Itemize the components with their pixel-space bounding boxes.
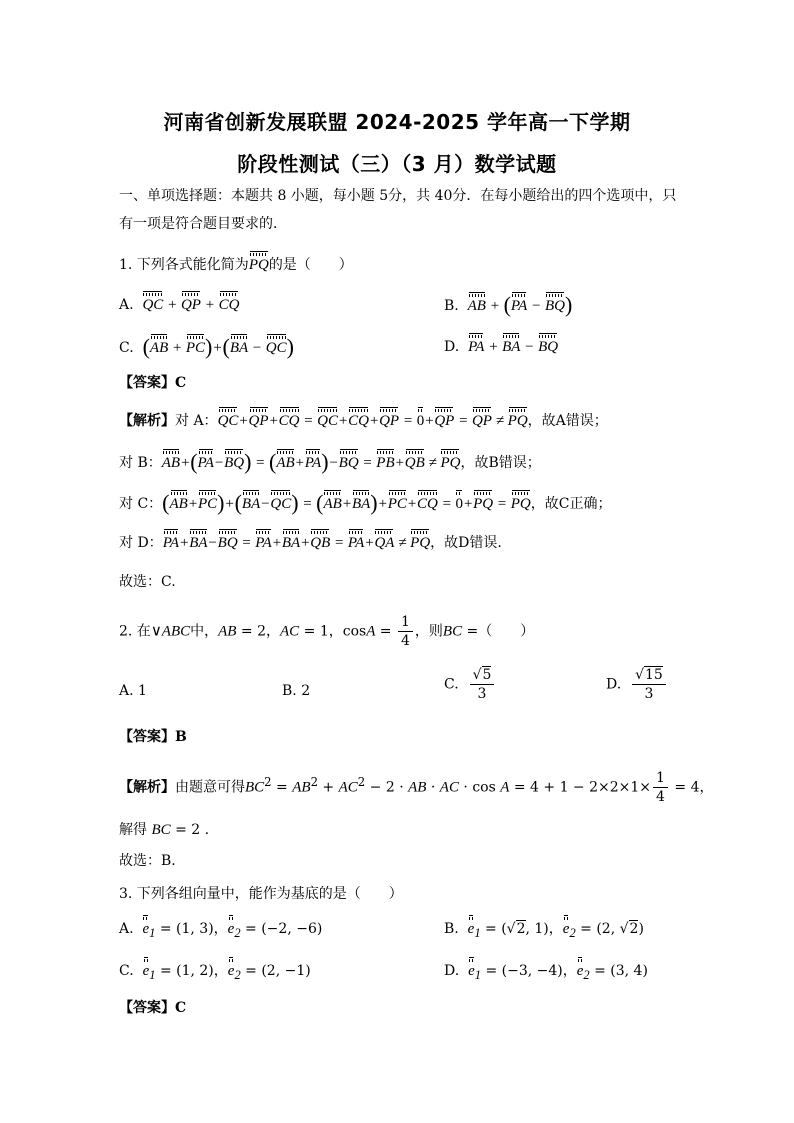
q1-analysis-b: 对 B：AB+(PA−BQ) = (AB+PA)−BQ = PB+QB ≠ PQ，故B错误； bbox=[119, 449, 541, 474]
q1-analysis-a: 【解析】对 A：QC+QP+CQ = QC+CQ+QP = 0+QP = QP ≠ PQ，故A错误； bbox=[119, 410, 608, 432]
q1-option-c: C. (AB + PC)+(BA − QC) bbox=[119, 334, 294, 359]
q2-choose: 故选：B. bbox=[119, 853, 176, 869]
q3-option-d: D. $e_1 = (-3$, −4)，$e_2 = (3$, 4) bbox=[444, 960, 648, 986]
q2-option-a: A. 1 bbox=[119, 683, 147, 699]
q3-option-a: A. $e_1 = (1$, 3)，$e_2 = (-2$, −6) bbox=[119, 918, 322, 944]
q3-option-b: B. $e_1 = (√2$, 1)，$e_2 = (2$, √2) bbox=[444, 918, 644, 944]
q1-stem: 1. 下列各式能化简为PQ的是（ ） bbox=[119, 254, 353, 276]
q2-stem: 2. 在∨ABC中，AB = 2，AC = 1，cosA = $\frac{1}{4}$ ，则BC =（ ） bbox=[119, 614, 535, 649]
q2-answer: 【答案】B bbox=[119, 729, 187, 745]
q2-option-c: C. $\frac{√5}{3}$ bbox=[444, 666, 496, 703]
q1-answer: 【答案】C bbox=[119, 375, 187, 391]
q1-analysis-c: 对 C：(AB+PC)+(BA−QC) = (AB+BA)+PC+CQ = 0+PQ = PQ，故C正确； bbox=[119, 490, 612, 515]
q1-option-d: D. PA + BA − BQ bbox=[444, 336, 558, 358]
q1-option-b: B. AB + (PA − BQ) bbox=[444, 292, 573, 317]
section-header-cont: 有一项是符合题目要求的． bbox=[119, 216, 287, 232]
doc-title-line1: 河南省创新发展联盟 2024-2025 学年高一下学期 bbox=[163, 110, 631, 134]
q2-solve: 解得 BC = 2 . bbox=[119, 822, 210, 838]
doc-title-line2: 阶段性测试（三）（3 月）数学试题 bbox=[237, 152, 557, 176]
q1-analysis-d: 对 D：PA+BA−BQ = PA+BA+QB = PA+QA ≠ PQ，故D错误. bbox=[119, 532, 502, 554]
q3-stem: 3. 下列各组向量中，能作为基底的是（ ） bbox=[119, 886, 403, 902]
q2-analysis: 【解析】由题意可得$BC^2 = AB^2 + AC^2 - 2$ · AB · AC · cos A = 4 + 1 − 2×2×1× $\frac{1}{4}$ = 4， bbox=[119, 770, 714, 805]
q1-choose: 故选：C. bbox=[119, 574, 176, 590]
q3-option-c: C. $e_1 = (1$, 2)，$e_2 = (2$, −1) bbox=[119, 960, 311, 986]
q1-option-a: A. QC + QP + CQ bbox=[119, 294, 239, 316]
q2-option-b: B. 2 bbox=[282, 683, 311, 699]
q3-answer: 【答案】C bbox=[119, 1000, 187, 1016]
q2-option-d: D. $\frac{√15}{3}$ bbox=[606, 666, 668, 703]
section-header: 一、单项选择题：本题共 8 小题，每小题 5分，共 40分．在每小题给出的四个选项中，只 bbox=[119, 188, 677, 204]
